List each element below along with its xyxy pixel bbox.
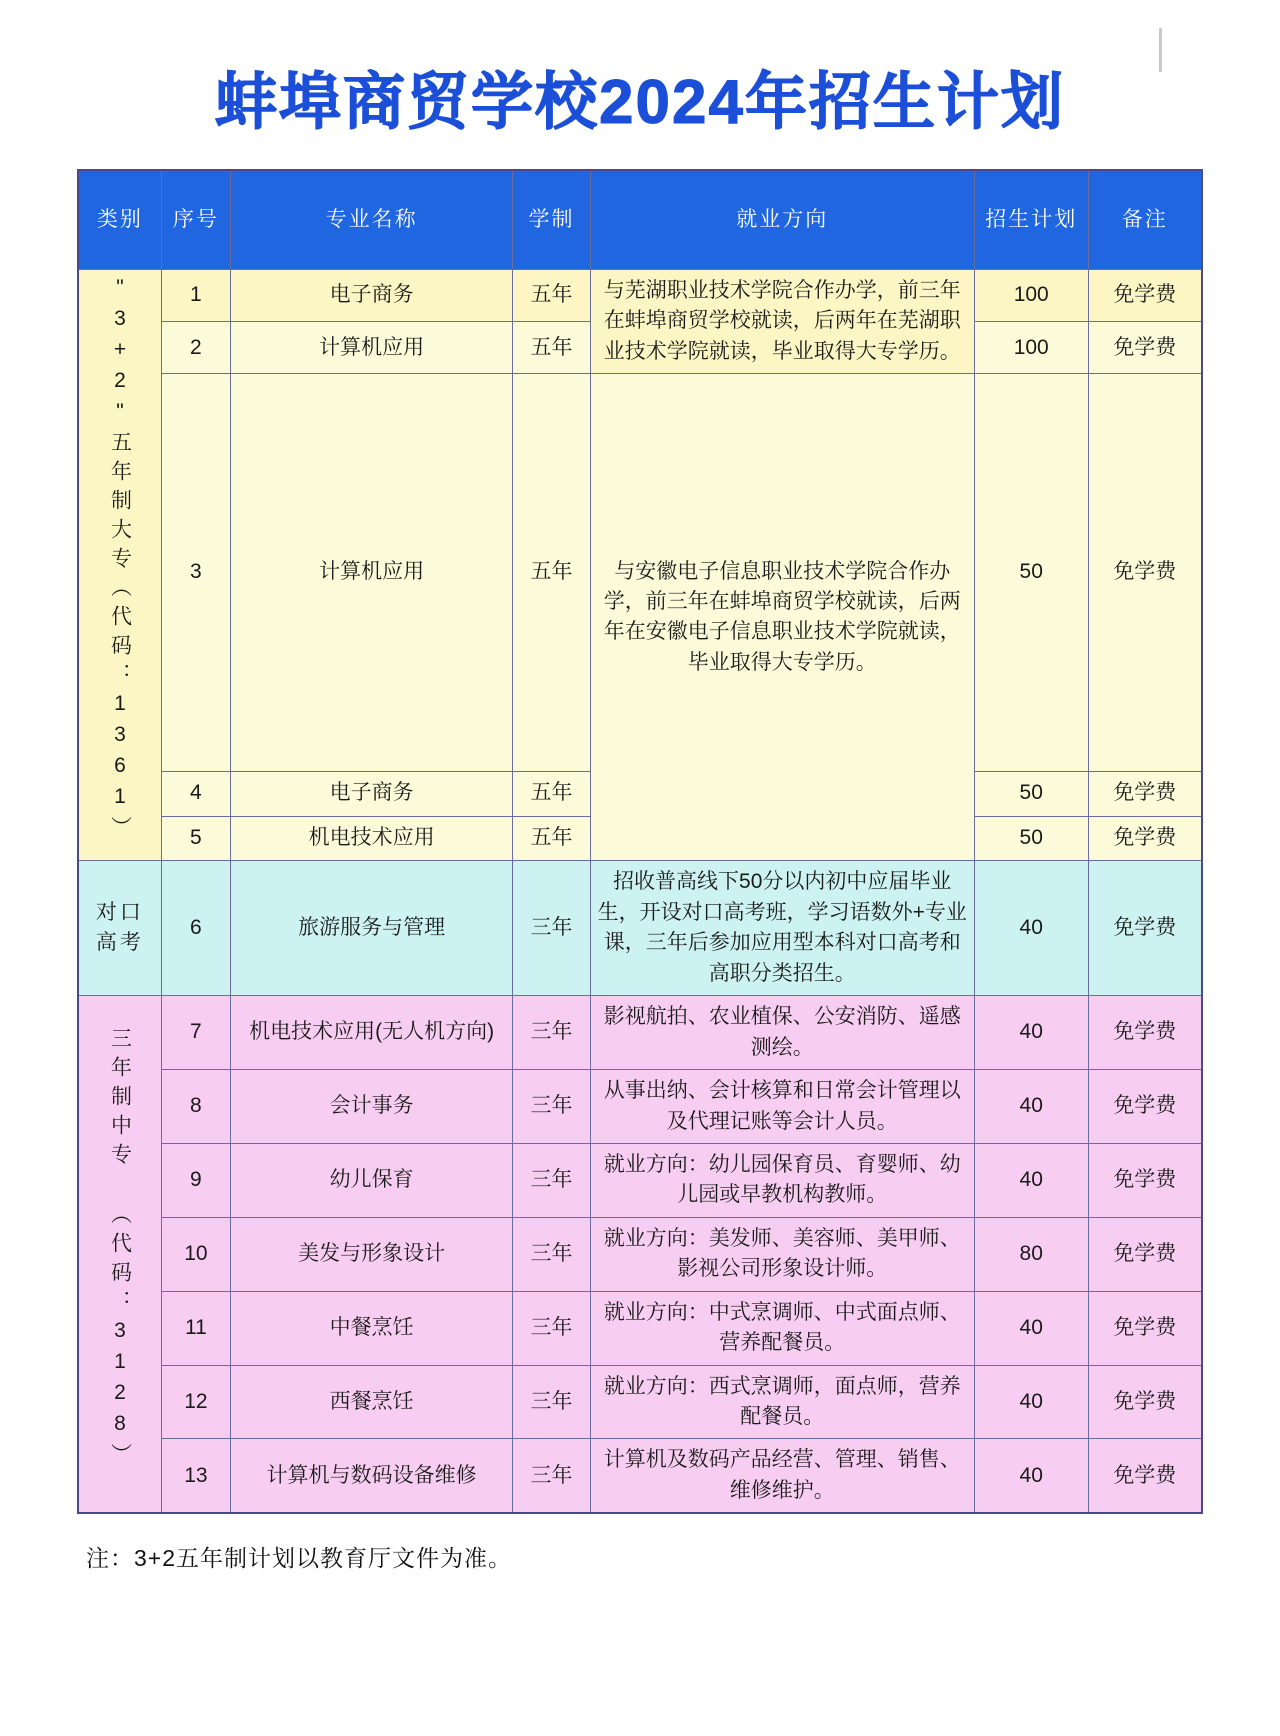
admissions-plan-table (77, 169, 1203, 1514)
table-row (78, 1143, 1202, 1217)
row-major: 中餐烹饪 (230, 1291, 513, 1365)
row-remark: 免学费 (1088, 1143, 1202, 1217)
row-index: 6 (161, 861, 230, 996)
page-title: 蚌埠商贸学校2024年招生计划 (215, 68, 1065, 137)
row-quota: 40 (974, 861, 1088, 996)
row-employment: 从事出纳、会计核算和日常会计管理以及代理记账等会计人员。 (590, 1070, 974, 1144)
plan-table-container (77, 169, 1203, 1514)
col-header-major: 专业名称 (230, 170, 513, 270)
row-major: 计算机与数码设备维修 (230, 1439, 513, 1513)
col-header-remark: 备注 (1088, 170, 1202, 270)
col-header-employment: 就业方向 (590, 170, 974, 270)
row-major: 幼儿保育 (230, 1143, 513, 1217)
row-remark: 免学费 (1088, 996, 1202, 1070)
row-employment: 计算机及数码产品经营、管理、销售、维修维护。 (590, 1439, 974, 1513)
row-remark: 免学费 (1088, 771, 1202, 816)
row-major: 电子商务 (230, 270, 513, 322)
row-duration: 五年 (513, 374, 590, 771)
row-major: 机电技术应用(无人机方向) (230, 996, 513, 1070)
row-index: 4 (161, 771, 230, 816)
table-footnote: 注：3+2五年制计划以教育厅文件为准。 (86, 1545, 513, 1572)
row-quota: 50 (974, 816, 1088, 861)
row-remark: 免学费 (1088, 861, 1202, 996)
row-major: 西餐烹饪 (230, 1365, 513, 1439)
row-duration: 五年 (513, 322, 590, 374)
row-employment: 就业方向：中式烹调师、中式面点师、营养配餐员。 (590, 1291, 974, 1365)
row-remark: 免学费 (1088, 1217, 1202, 1291)
row-major: 计算机应用 (230, 374, 513, 771)
row-quota: 50 (974, 374, 1088, 771)
table-row (78, 1070, 1202, 1144)
table-row (78, 270, 1202, 322)
row-remark: 免学费 (1088, 374, 1202, 771)
category-cell-35 (78, 270, 161, 861)
row-quota: 100 (974, 270, 1088, 322)
table-body (78, 270, 1202, 1514)
table-row (78, 374, 1202, 771)
row-duration: 五年 (513, 816, 590, 861)
col-header-quota: 招生计划 (974, 170, 1088, 270)
category-label-35: "3+2"五年制大专（代码：1361） (108, 276, 132, 845)
col-header-index: 序号 (161, 170, 230, 270)
row-index: 5 (161, 816, 230, 861)
row-index: 11 (161, 1291, 230, 1365)
row-duration: 五年 (513, 771, 590, 816)
employment-group-1: 与芜湖职业技术学院合作办学，前三年在蚌埠商贸学校就读，后两年在芜湖职业技术学院就读，毕业取得大专学历。 (590, 270, 974, 374)
row-remark: 免学费 (1088, 1365, 1202, 1439)
table-row (78, 1365, 1202, 1439)
row-remark: 免学费 (1088, 1291, 1202, 1365)
row-index: 10 (161, 1217, 230, 1291)
row-duration: 三年 (513, 1291, 590, 1365)
category-label-zz: 三年制中专 （代码：3128） (108, 1027, 132, 1473)
row-remark: 免学费 (1088, 270, 1202, 322)
row-duration: 三年 (513, 1070, 590, 1144)
row-index: 1 (161, 270, 230, 322)
row-duration: 三年 (513, 861, 590, 996)
row-major: 旅游服务与管理 (230, 861, 513, 996)
category-cell-dk: 对口高考 (78, 861, 161, 996)
row-quota: 100 (974, 322, 1088, 374)
category-cell-zz (78, 996, 161, 1514)
row-employment: 就业方向：美发师、美容师、美甲师、影视公司形象设计师。 (590, 1217, 974, 1291)
row-major: 电子商务 (230, 771, 513, 816)
employment-group-3: 招收普高线下50分以内初中应届毕业生，开设对口高考班，学习语数外+专业课，三年后参加应用型本科对口高考和高职分类招生。 (590, 861, 974, 996)
col-header-category: 类别 (78, 170, 161, 270)
row-index: 3 (161, 374, 230, 771)
row-quota: 40 (974, 1143, 1088, 1217)
col-header-duration: 学制 (513, 170, 590, 270)
row-index: 9 (161, 1143, 230, 1217)
row-index: 7 (161, 996, 230, 1070)
row-duration: 三年 (513, 1439, 590, 1513)
row-duration: 三年 (513, 1143, 590, 1217)
row-quota: 80 (974, 1217, 1088, 1291)
table-header (78, 170, 1202, 270)
row-remark: 免学费 (1088, 1070, 1202, 1144)
row-index: 2 (161, 322, 230, 374)
row-quota: 40 (974, 1291, 1088, 1365)
row-major: 机电技术应用 (230, 816, 513, 861)
row-quota: 40 (974, 996, 1088, 1070)
employment-group-2: 与安徽电子信息职业技术学院合作办学，前三年在蚌埠商贸学校就读，后两年在安徽电子信息职业技术学院就读，毕业取得大专学历。 (590, 374, 974, 861)
row-duration: 五年 (513, 270, 590, 322)
row-quota: 40 (974, 1439, 1088, 1513)
table-row (78, 996, 1202, 1070)
row-remark: 免学费 (1088, 816, 1202, 861)
table-row (78, 1439, 1202, 1513)
row-duration: 三年 (513, 996, 590, 1070)
page-corner-mark (1159, 28, 1162, 72)
row-duration: 三年 (513, 1365, 590, 1439)
row-major: 会计事务 (230, 1070, 513, 1144)
row-remark: 免学费 (1088, 322, 1202, 374)
row-employment: 就业方向：西式烹调师，面点师，营养配餐员。 (590, 1365, 974, 1439)
table-row (78, 1217, 1202, 1291)
row-employment: 影视航拍、农业植保、公安消防、遥感测绘。 (590, 996, 974, 1070)
row-remark: 免学费 (1088, 1439, 1202, 1513)
row-index: 13 (161, 1439, 230, 1513)
row-quota: 50 (974, 771, 1088, 816)
row-quota: 40 (974, 1365, 1088, 1439)
table-row (78, 861, 1202, 996)
row-major: 计算机应用 (230, 322, 513, 374)
row-major: 美发与形象设计 (230, 1217, 513, 1291)
row-employment: 就业方向：幼儿园保育员、育婴师、幼儿园或早教机构教师。 (590, 1143, 974, 1217)
table-row (78, 1291, 1202, 1365)
row-duration: 三年 (513, 1217, 590, 1291)
row-index: 8 (161, 1070, 230, 1144)
row-index: 12 (161, 1365, 230, 1439)
row-quota: 40 (974, 1070, 1088, 1144)
header-row (78, 170, 1202, 270)
